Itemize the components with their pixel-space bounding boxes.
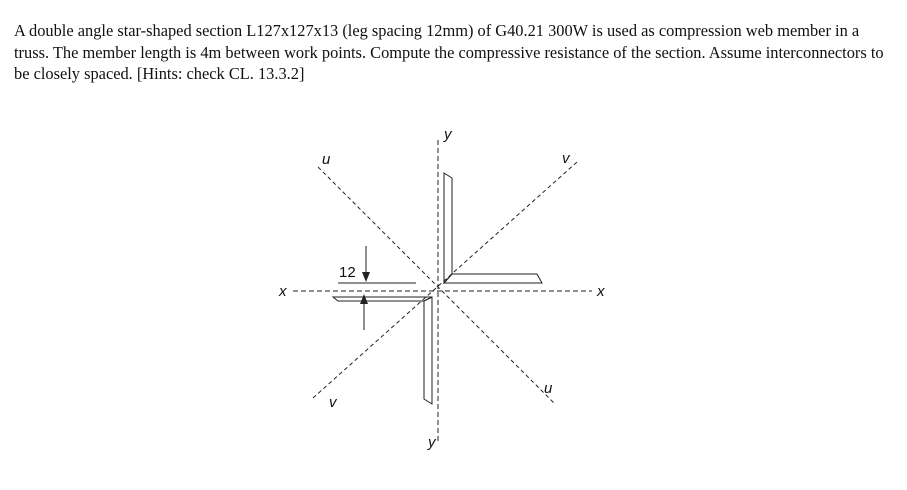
problem-statement: A double angle star-shaped section L127x127x13 (leg spacing 12mm) of G40.21 300W is used as compression web member in a truss. The member length is 4m between work points. Compute the compressive resistance of the section. Assume interconnectors to be closely spaced. [Hints: check CL. 13.3.2] <box>14 21 884 83</box>
upper-right-angle-horizontal-leg <box>444 274 542 283</box>
y-axis-label-bottom: y <box>428 434 436 451</box>
y-axis-label-top: y <box>444 126 452 143</box>
u-axis-line <box>318 167 555 404</box>
u-axis-label-top: u <box>322 151 331 168</box>
leg-spacing-label: 12 <box>339 264 356 281</box>
dimension-arrowhead-up <box>360 294 368 304</box>
x-axis-label-left: x <box>279 283 287 300</box>
v-axis-label-bottom: v <box>329 394 337 411</box>
u-axis-label-bottom: u <box>544 380 553 397</box>
x-axis-label-right: x <box>597 283 605 300</box>
lower-left-angle-horizontal-leg <box>333 297 432 301</box>
v-axis-label-top: v <box>562 150 570 167</box>
upper-right-angle-vertical-leg <box>444 173 452 283</box>
lower-left-angle-vertical-leg <box>424 297 432 404</box>
dimension-arrowhead-down <box>362 272 370 282</box>
